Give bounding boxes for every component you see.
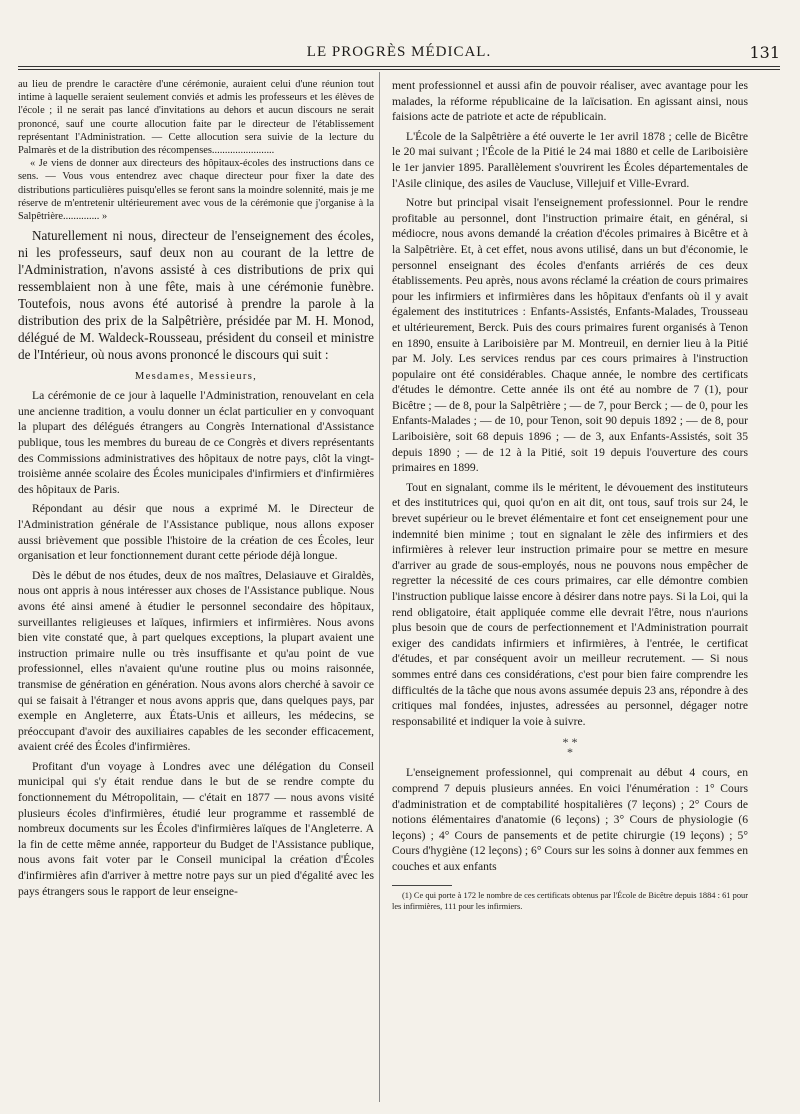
intro-paragraph: Naturellement ni nous, directeur de l'enseignement des écoles, ni les professeurs, sauf deux non au courant de la lettre de l'Administration, n'avons assisté à ces distributions de prix qui ressemblaient non à une fête, mais à une cérémonie funèbre. Toutefois, nous avons été autorisé à prendre la parole à la distribution des prix de la Salpêtrière, présidée par M. H. Monod, délégué de M. Waldeck-Rousseau, président du conseil et ministre de l'Intérieur, où nous avons prononcé le discours qui suit : — [18, 228, 374, 363]
header-rule-top — [18, 66, 780, 67]
footnote: (1) Ce qui porte à 172 le nombre de ces certificats obtenus par l'École de Bicêtre depuis 1884 : 61 pour les infirmières, 111 pour les infirmiers. — [392, 890, 748, 911]
body-paragraph: L'enseignement professionnel, qui comprenait au début 4 cours, en comprend 7 depuis plusieurs années. En voici l'énumération : 1° Cours d'administration et de comptabilité hospitalières (7 leçons) ; 2° Cours de notions élémentaires d'anatomie (6 leçons) ; 3° Cours de physiologie (6 leçons) ; 4° Cours de pansements et de petite chirurgie (19 leçons) ; 5° Cours d'hygiène (12 leçons) ; 6° Cours sur les soins à donner aux femmes en couches et aux enfants — [392, 766, 748, 873]
body-paragraph: Dès le début de nos études, deux de nos maîtres, Delasiauve et Giraldès, nous ont appris à nous intéresser aux choses de l'Assistance publique. Nous avons été ainsi amené à étudier le personnel secondaire des hôpitaux, surveillantes religieuses et laïques, infirmiers et infirmières. Nous avons bien vite constaté que, à part quelques exceptions, la plupart avaient une instruction primaire nulle ou très insuffisante et qu'au point de vue professionnel, elles n'avaient qu'une routine plus ou moins raisonnée, transmise de génération en génération. Nous avons alors cherché à savoir ce qui se faisait à l'étranger et nous avons appris que, dans quelques pays, par exemple en Angleterre, aux États-Unis et ailleurs, les médecins, se préoccupant d'avoir des auxiliaires capables de les seconder efficacement, avaient créé des Écoles d'infirmières. — [18, 568, 374, 754]
running-header — [18, 36, 780, 64]
section-separator: * * * — [562, 735, 578, 760]
body-paragraph: Tout en signalant, comme ils le méritent, le dévouement des instituteurs et des institutrices qui, quoi qu'on en ait dit, ont tous, sauf trois sur 24, le brevet supérieur ou le brevet élémentaire et font cet enseignement pour une indemnité bien minime ; tout en signalant le zèle des infirmiers et des infirmières à relever leur instruction primaire pour se mettre en mesure d'arriver au grade de sous-employés, nous ne pouvons nous empêcher de regretter la nécessité de ces cours primaires, car elle démontre combien l'instruction publique laisse encore à désirer dans notre pays. Si la Loi, qui la rend obligatoire, était appliquée comme elle devrait l'être, nous n'aurions plus besoin que de cours de perfectionnement et l'Administration pourrait exiger des candidats infirmiers et infirmières, à l'entrée, le certificat d'études, et par conséquent avoir un meilleur recrutement. — Si nous sommes entré dans ces considérations, c'est pour bien faire comprendre les difficultés de la tâche que nous avons assumée depuis 23 ans, répondre à des critiques mal fondées, injustes, adressées au personnel, dégager notre responsabilité et indiquer la voie à suivre. — [392, 480, 748, 728]
left-column — [18, 78, 374, 903]
body-paragraph: Profitant d'un voyage à Londres avec une délégation du Conseil municipal qui s'y était rendue dans le but de se rendre compte du fonctionnement du Métropolitain, — c'était en 1877 — nous avons visité plusieurs écoles d'infirmières, étudié leur programme et rassemblé de nombreux documents sur les Écoles d'infirmières laïques de l'Angleterre. A la fin de cette même année, rapporteur du Budget de l'Assistance publique, nous avons fait voter par le Conseil municipal la création d'Écoles d'infirmières afin d'arriver à mettre notre pays sur un pied d'égalité avec les pays étrangers sous le rapport de leur enseigne- — [18, 759, 374, 898]
page-number: 131 — [749, 43, 780, 62]
body-paragraph: Notre but principal visait l'enseignement professionnel. Pour le rendre profitable au personnel, dont l'instruction primaire était, en général, si médiocre, nous avons demandé la création d'écoles primaires à Bicêtre et à la Salpêtrière. Et, à cet effet, nous avons utilisé, dans un but d'économie, le personnel enseignant des écoles d'enfants arriérés de ces deux établissements. Peu après, nous avons réclamé la création de cours primaires pour les infirmiers et infirmières dans les hôpitaux d'enfants où il y avait également des institutrices : Enfants-Assistés, Enfants-Malades, Trousseau et ultérieurement, Berck. Puis des cours primaires furent organisés à Tenon en 1890, ensuite à Lariboisière par M. Montreuil, en dernier lieu à la Pitié par M. Joly. Les services rendus par ces cours primaires à l'instruction populaire ont été considérables. Chaque année, le nombre des certificats d'études le démontre. Cette année ils ont été au nombre de 7 (1), pour Bicêtre ; — de 8, pour la Salpêtrière ; — de 7, pour Berck ; — de 0, pour les Enfants-Malades ; — de 10, pour Tenon, soit 90 depuis 1892 ; — de 8, pour Lariboisière, soit 68 depuis 1896 ; — de 3, aux Enfants-Assistés, soit 35 depuis 1890 ; — de 12 à la Pitié, soit 19 depuis l'ouverture des cours primaires en 1899. — [392, 196, 748, 475]
header-rule-bottom — [18, 69, 780, 70]
journal-title: LE PROGRÈS MÉDICAL. — [306, 44, 492, 60]
right-column — [392, 78, 748, 912]
body-paragraph: Répondant au désir que nous a exprimé M. le Directeur de l'Administration générale de l'Assistance publique, nous allons exposer aussi brièvement que possible l'histoire de la création de ces Écoles, leur organisation et leur fonctionnement durant cette période déjà longue. — [18, 502, 374, 563]
quoted-letter-paragraph: au lieu de prendre le caractère d'une cérémonie, auraient celui d'une réunion tout intime à laquelle seraient seulement conviés et admis les professeurs et les élèves de l'école ; il ne serait pas lancé d'invitations au dehors et aucun discours ne serait prononcé, sauf une courte allocution faite par le directeur de l'établissement représentant l'Administration. — Cette allocution sera suivie de la lecture du Palmarès et de la distribution des récompenses........................ — [18, 79, 374, 157]
footnote-rule — [392, 885, 452, 886]
body-paragraph: La cérémonie de ce jour à laquelle l'Administration, renouvelant en cela une ancienne tradition, a voulu donner un éclat particulier en y convoquant la plupart des délégués étrangers au Congrès International d'Assistance publique, tous les membres du bureau de ce Congrès et divers représentants des Commissions administratives des hôpitaux de notre pays, clôt la vingt-troisième année scolaire des Écoles municipales d'infirmiers et d'infirmières des hôpitaux de Paris. — [18, 389, 374, 496]
quoted-letter-paragraph: « Je viens de donner aux directeurs des hôpitaux-écoles des instructions dans ce sens. — Vous vous entendrez avec chaque directeur pour fixer la date des distributions particulières puisqu'elles se feront sans la moindre solennité, mais je me réserve de m'entretenir ultérieurement avec vous de la cérémonie que j'organise à la Salpêtrière.............. » — [18, 158, 374, 223]
body-paragraph: L'École de la Salpêtrière a été ouverte le 1er avril 1878 ; celle de Bicêtre le 20 mai suivant ; l'École de la Pitié le 24 mai 1880 et celle de Lariboisière le 1er janvier 1895. Parallèlement s'ouvrirent les Écoles départementales de l'Asile clinique, des asiles de Vaucluse, Villejuif et Ville-Evrard. — [392, 129, 748, 190]
body-paragraph: ment professionnel et aussi afin de pouvoir réaliser, avec avantage pour les malades, la réforme républicaine de la laïcisation. En agissant ainsi, nous faisions acte de patriote et acte de républicain. — [392, 79, 748, 124]
column-separator — [379, 72, 380, 1102]
salutation: Mesdames, Messieurs, — [134, 371, 258, 383]
